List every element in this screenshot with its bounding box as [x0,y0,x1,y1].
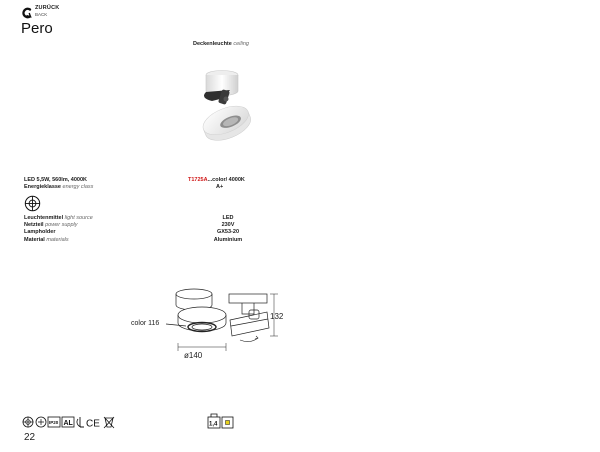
back-arrow-icon [21,7,32,19]
certification-icons [22,415,122,429]
product-photo [190,68,262,156]
svg-text:AL: AL [63,420,73,427]
technical-drawing-side [222,292,292,350]
protection-class-icon [77,417,84,427]
detail-value-lampholder: GX53-20 [216,229,239,236]
energy-class-label-en: energy class [62,184,94,191]
page-number: 22 [24,432,36,443]
color-callout: color 116 [131,320,160,327]
spec-block-right [188,177,245,191]
article-number: T1725A [188,177,208,183]
detail-value-light-source: LED [222,215,234,221]
spec-block-left [24,177,93,191]
svg-text:IP20: IP20 [49,420,59,425]
light-source-small-icon [23,417,34,428]
detail-row-material: Material materials [24,236,69,243]
product-type-en: ceiling [233,41,249,47]
detail-value-material: Aluminium [213,236,243,243]
package-info [206,412,236,430]
weee-bin-icon [104,417,114,428]
energy-class-value: A+ [216,184,224,191]
details-labels [24,215,93,244]
ce-mark-icon: CE [86,418,100,429]
page-title: Pero [21,20,53,37]
weight-icon [211,414,217,417]
diameter-label: ø140 [184,351,203,360]
detail-value-power-supply: 230V [221,222,235,229]
detail-row-light-source: Leuchtenmittel light source [24,215,93,221]
height-label: 132 [270,312,284,321]
detail-row-power-supply: Netzteil power supply [24,222,78,229]
back-label: ZURÜCK [35,5,60,11]
details-values [188,215,268,244]
product-type-de: Deckenleuchte [193,41,232,47]
package-weight: 1,4 [209,421,218,428]
aluminium-badge [62,417,74,427]
light-source-symbol-icon [24,195,41,212]
article-suffix: ...color/ 4000K [207,177,245,183]
detail-row-lampholder: Lampholder [24,229,56,236]
back-label-en: BACK [35,11,48,17]
ip-rating-badge [48,417,60,427]
dimmable-icon [36,417,46,427]
product-type [193,41,249,47]
energy-class-label: Energieklasse [24,184,61,191]
led-spec: LED 5,5W, 560lm, 4000K [24,177,87,183]
